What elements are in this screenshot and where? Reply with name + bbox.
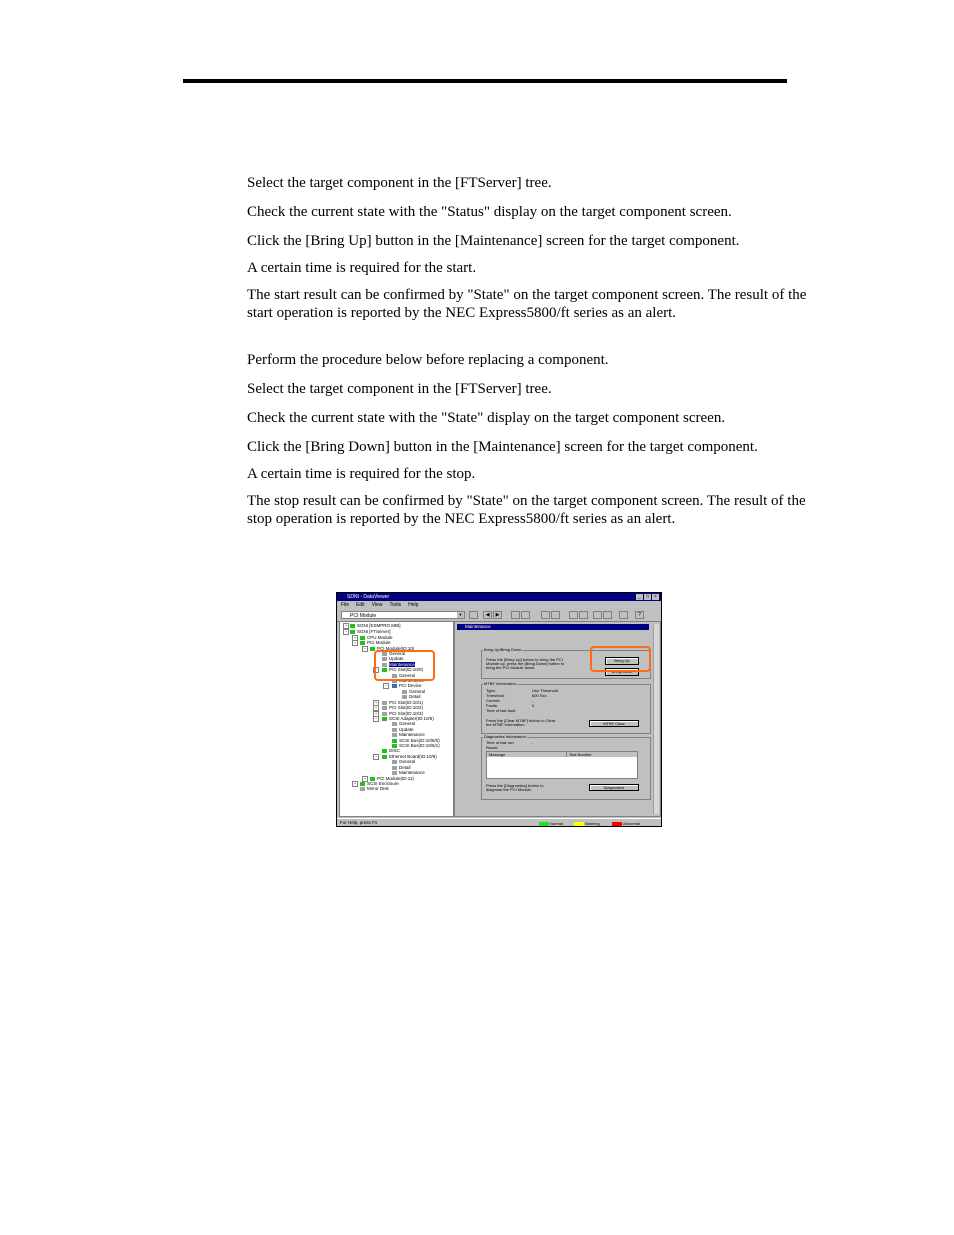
column-header-test-number[interactable]: Test Number	[567, 752, 638, 757]
ftserver-tree: + SGNI [ESMPRO MIB] − SGNI [FTServer] + CPU Module − PCI Module − PCI Module(ID:10) General Update Maintenance − PCI Slot(ID:10/0) General Maintenance − PCI Device General Detail + PCI Slot(ID:10/1) + PCI Slot(ID:10/2) + PCI Slot(ID:10/3) − SCSI Adapter(ID:10/5) General Update Maintenance SCSI Bus(ID:10/5/0) SCSI Bus(ID:10/5/1) DISC − Ethernet Board(ID:10/6) General Detail Maintenance + PCI Module(ID:11) + SCSI Enclosure Mirror Disk	[339, 621, 454, 817]
bring-up-highlight	[590, 646, 651, 672]
maintenance-icon	[392, 771, 397, 775]
maintenance-highlight	[374, 650, 435, 681]
detail-icon	[402, 695, 407, 699]
window-title: SDNI - DataViewer	[347, 594, 390, 600]
menu-help[interactable]: Help	[408, 602, 419, 608]
result-text: The stop result can be confirmed by "State" on the target component screen. The result of the stop operation is reported by the NEC Express5800/ft series as an alert.	[247, 493, 806, 527]
legend-abnormal: Abnormal	[612, 821, 640, 826]
forward-icon[interactable]: ▶	[493, 611, 502, 619]
step-text: Click the [Bring Down] button in the [Maintenance] screen for the target component.	[247, 439, 758, 455]
menu-tools[interactable]: Tools	[389, 602, 402, 608]
large-icons-icon[interactable]	[569, 611, 578, 619]
maximize-icon[interactable]: □	[645, 594, 650, 600]
disk-icon	[360, 787, 365, 791]
print-icon[interactable]	[541, 611, 550, 619]
tree-node[interactable]: PCI Module	[360, 640, 391, 645]
tree-node[interactable]: PCI Slot(ID:10/2)	[382, 705, 423, 710]
tree-node-maintenance[interactable]: Maintenance	[382, 662, 415, 667]
column-header-message[interactable]: Message	[487, 752, 567, 757]
detail-view-icon[interactable]	[603, 611, 612, 619]
diag-result-list[interactable]	[486, 751, 638, 779]
step-text: Click the [Bring Up] button in the [Maintenance] screen for the target component.	[247, 233, 740, 249]
step-text: Select the target component in the [FTServer] tree.	[247, 175, 552, 191]
tree-node[interactable]: General	[392, 721, 415, 726]
properties-icon[interactable]	[551, 611, 560, 619]
copy-icon[interactable]	[521, 611, 530, 619]
dataviewer-window	[336, 592, 662, 827]
menu-file[interactable]: File	[341, 602, 350, 608]
module-icon	[360, 641, 365, 645]
menu-bar	[337, 601, 661, 609]
pane-icon[interactable]	[619, 611, 628, 619]
tree-node[interactable]: Mirror Disk	[360, 786, 389, 791]
mtbf-text: the MTBF information.	[486, 722, 526, 727]
vertical-scrollbar[interactable]	[653, 624, 659, 814]
server-icon	[350, 630, 355, 634]
general-icon	[392, 760, 397, 764]
mtbf-text: Press the [Clear MTBF] button to Clear	[486, 718, 556, 723]
tree-node[interactable]: PCI Slot(ID:10/0)	[382, 667, 423, 672]
server-icon	[350, 624, 355, 628]
tree-node[interactable]: General	[392, 759, 415, 764]
intro-text: Perform the procedure below before replacing a component.	[247, 352, 609, 368]
chevron-down-icon: ▼	[458, 612, 463, 617]
tree-node[interactable]: Detail	[392, 765, 411, 770]
menu-view[interactable]: View	[371, 602, 383, 608]
diagnostics-group-label: Diagnostics Information	[484, 734, 526, 739]
list-view-icon[interactable]	[593, 611, 602, 619]
component-combo[interactable]: PCI Module ▼	[341, 611, 465, 619]
small-icons-icon[interactable]	[579, 611, 588, 619]
legend-warning: Warning	[574, 821, 600, 826]
ethernet-icon	[382, 755, 387, 759]
tree-node[interactable]: SCSI Bus(ID:10/5/0)	[392, 738, 440, 743]
bring-text: bring the PCI Module down.	[486, 665, 536, 670]
bring-group-label: Bring Up/Bring Down	[484, 647, 522, 652]
tree-node[interactable]: General	[392, 673, 415, 678]
slot-icon	[382, 706, 387, 710]
menu-edit[interactable]: Edit	[356, 602, 365, 608]
tree-node[interactable]: SCSI Enclosure	[360, 781, 399, 786]
close-icon[interactable]: ×	[652, 594, 659, 600]
mtbf-value: -	[532, 698, 534, 703]
result-text: The start result can be confirmed by "State" on the target component screen. The result of the start operation is reported by the NEC Express5800/ft series as an alert.	[247, 287, 807, 321]
bring-up-button[interactable]: Bring Up	[605, 657, 639, 665]
refresh-icon[interactable]	[511, 611, 520, 619]
header-rule	[183, 79, 787, 83]
mtbf-label: Time of last fault:	[486, 708, 517, 713]
mtbf-value: Use Threshold	[532, 688, 558, 693]
diag-text: Press the [Diagnostics] button to	[486, 783, 544, 788]
adapter-icon	[382, 717, 387, 721]
tree-node[interactable]: PCI Module(ID:10)	[370, 646, 414, 651]
bring-text: Press the [Bring Up] button to bring the PCI	[486, 657, 563, 662]
folder-icon[interactable]	[469, 611, 478, 619]
diag-label: Time of last run:	[486, 740, 515, 745]
disc-icon	[382, 749, 387, 753]
note-text: A certain time is required for the stop.	[247, 466, 476, 482]
tree-node[interactable]: General	[402, 689, 425, 694]
general-icon	[392, 722, 397, 726]
tree-node[interactable]: SGNI [ESMPRO MIB]	[350, 623, 401, 628]
tree-node[interactable]: General	[382, 651, 405, 656]
status-text: For Help, press F1	[340, 820, 378, 825]
tree-node[interactable]: PCI Slot(ID:10/1)	[382, 700, 423, 705]
mtbf-label: Type:	[486, 688, 496, 693]
mtbf-label: Faults:	[486, 703, 499, 708]
tree-node[interactable]: Maintenance	[392, 732, 425, 737]
tree-node[interactable]: Update	[392, 727, 414, 732]
mtbf-label: Current:	[486, 698, 501, 703]
diagnostics-button[interactable]: Diagnostics	[589, 784, 639, 791]
maintenance-icon	[392, 733, 397, 737]
tree-node[interactable]: CPU Module	[360, 635, 393, 640]
mtbf-group-label: MTBF Information	[484, 681, 517, 686]
step-text: Check the current state with the "Status" display on the target component screen.	[247, 204, 732, 220]
bring-text: Module up, press the [Bring Down] button to	[486, 661, 565, 666]
tree-node[interactable]: SCSI Adapter(ID:10/5)	[382, 716, 434, 721]
tree-node[interactable]: PCI Device	[392, 683, 422, 688]
tree-node[interactable]: Maintenance	[392, 770, 425, 775]
status-bar	[337, 818, 661, 826]
step-text: Check the current state with the "State" display on the target component screen.	[247, 410, 726, 426]
bring-down-button[interactable]: Bring Down	[605, 668, 639, 676]
tree-node[interactable]: DISC	[382, 748, 400, 753]
device-icon	[392, 684, 397, 688]
mtbf-label: Threshold:	[486, 693, 505, 698]
note-text: A certain time is required for the start.	[247, 260, 477, 276]
tree-node[interactable]: SGNI [FTServer]	[350, 629, 391, 634]
diag-value: -	[532, 740, 534, 745]
tree-node[interactable]: Update	[382, 656, 404, 661]
mtbf-value: 600 Sec	[532, 693, 547, 698]
minimize-icon[interactable]: _	[636, 594, 643, 600]
diag-label: Result:	[486, 745, 499, 750]
window-titlebar	[337, 593, 661, 601]
help-icon[interactable]: ?	[635, 611, 644, 619]
tree-node[interactable]: PCI Slot(ID:10/3)	[382, 711, 423, 716]
legend-normal: Normal	[539, 821, 563, 826]
tree-node[interactable]: Maintenance	[392, 678, 425, 683]
tree-node[interactable]: Detail	[402, 694, 421, 699]
mtbf-clear-button[interactable]: MTBF Clear	[589, 720, 639, 727]
tree-node[interactable]: SCSI Bus(ID:10/5/1)	[392, 743, 440, 748]
back-icon[interactable]: ◀	[483, 611, 492, 619]
pane-header: Maintenance	[457, 624, 649, 630]
step-text: Select the target component in the [FTServer] tree.	[247, 381, 552, 397]
diag-text: diagnose the PCI Module.	[486, 787, 533, 792]
tree-node[interactable]: Ethernet Board(ID:10/6)	[382, 754, 437, 759]
mtbf-value: 0	[532, 703, 535, 708]
tree-node[interactable]: PCI Module(ID:11)	[370, 776, 414, 781]
